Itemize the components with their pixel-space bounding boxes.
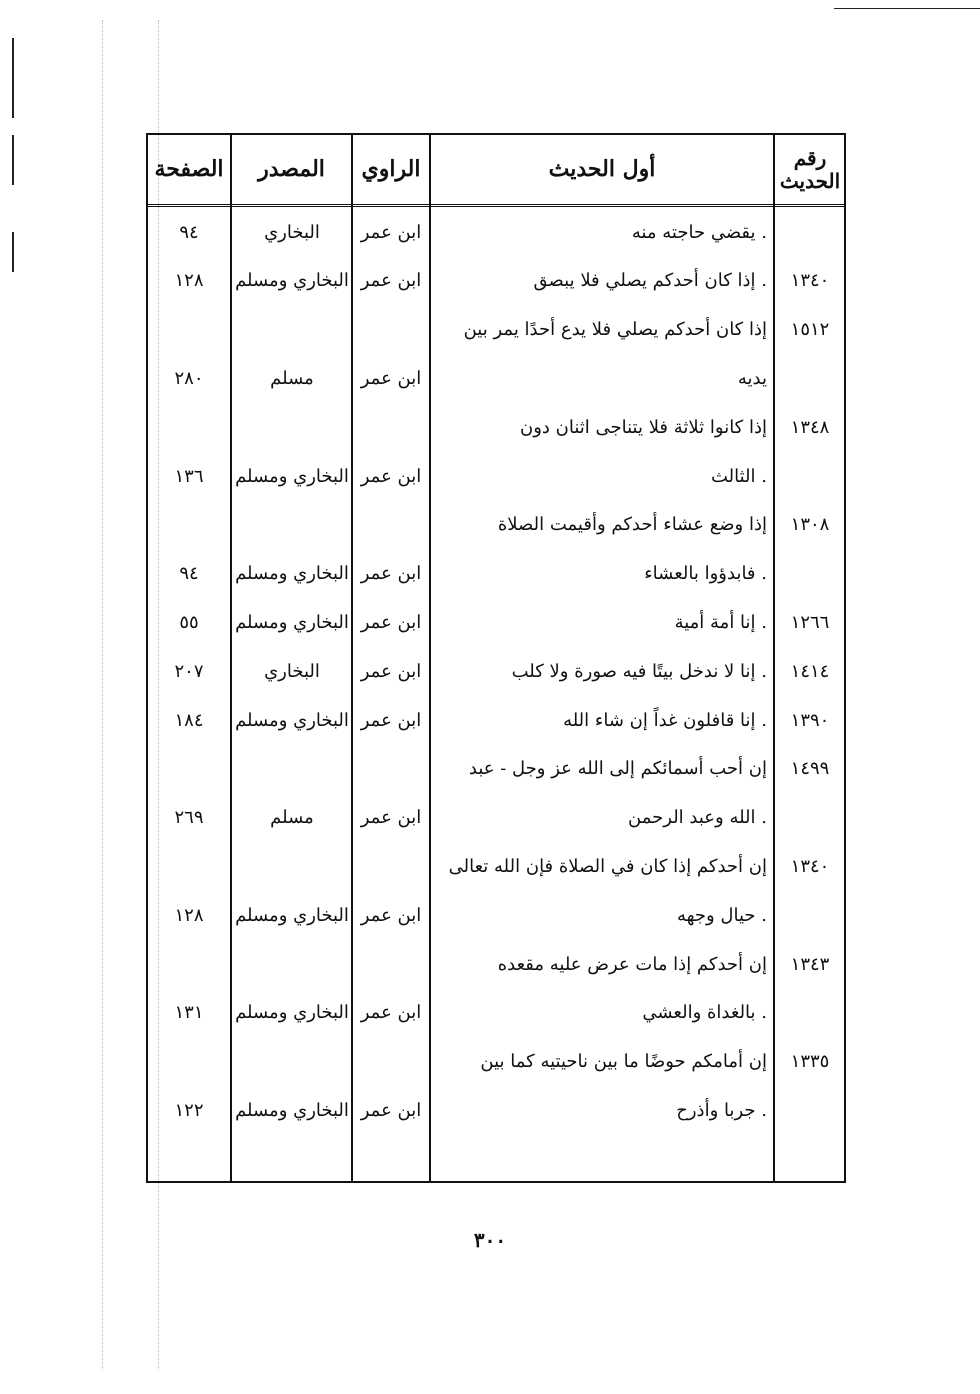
header-separator (148, 204, 844, 207)
hadith-text-cell: إن أحب أسمائكم إلى الله عز وجل - عبد (468, 758, 767, 780)
scan-mark-left-2 (12, 135, 14, 185)
table-row (148, 403, 844, 451)
narrator-cell (353, 1038, 429, 1086)
page-cell: ١٣٦ (174, 465, 204, 487)
hadith-number-cell (775, 989, 845, 1037)
narrator-cell (353, 306, 429, 354)
table-row (148, 745, 844, 793)
narrator-cell (353, 745, 429, 793)
source-cell: البخاري ومسلم (235, 709, 349, 731)
hadith-number-cell: ١٤١٤ (790, 660, 830, 682)
hadith-text-cell: فابدؤوا بالعشاء . (644, 563, 767, 585)
hadith-number-cell (775, 452, 845, 500)
hadith-text-cell: الله وعبد الرحمن . (628, 807, 767, 829)
table-row (148, 598, 844, 646)
source-cell: البخاري (264, 221, 320, 243)
narrator-cell: ابن عمر (360, 270, 422, 292)
source-cell: البخاري ومسلم (235, 1099, 349, 1121)
narrator-cell: ابن عمر (360, 1002, 422, 1024)
hadith-number-cell (775, 354, 845, 402)
hadith-text-cell: إن أحدكم إذا كان في الصلاة فإن الله تعالى (448, 855, 767, 877)
hadith-text-cell: الثالث . (710, 465, 767, 487)
hadith-text-cell: إنا أمة أمية . (674, 611, 767, 633)
table-row (148, 452, 844, 500)
hadith-number-cell: ١٣٤٠ (790, 855, 830, 877)
page-number: ٣٠٠ (473, 1228, 507, 1252)
table-row (148, 354, 844, 402)
source-cell (232, 842, 352, 890)
hadith-number-cell (775, 794, 845, 842)
page-cell (148, 1038, 230, 1086)
source-cell: البخاري ومسلم (235, 563, 349, 585)
table-row (148, 842, 844, 890)
narrator-cell: ابن عمر (360, 904, 422, 926)
source-cell: مسلم (270, 807, 314, 829)
table-row (148, 501, 844, 549)
hadith-text-cell: بالغداة والعشي . (642, 1002, 767, 1024)
table-row (148, 306, 844, 354)
table-row (148, 1086, 844, 1134)
source-cell: مسلم (270, 367, 314, 389)
hadith-text-cell: جربا وأذرح . (676, 1099, 767, 1121)
hadith-text-cell: إنا قافلون غداً إن شاء الله . (563, 709, 767, 731)
table-row (148, 940, 844, 988)
narrator-cell (353, 501, 429, 549)
page-cell: ١٣١ (174, 1002, 204, 1024)
narrator-cell: ابن عمر (360, 563, 422, 585)
source-cell: البخاري (264, 660, 320, 682)
header-narrator: الراوي (361, 155, 421, 182)
hadith-number-cell (775, 891, 845, 939)
hadith-text-cell: يقضي حاجته منه . (631, 221, 767, 243)
page-cell: ١٢٨ (174, 904, 204, 926)
page-cell (148, 940, 230, 988)
header-source: المصدر (258, 155, 325, 182)
page-cell: ٢٦٩ (174, 807, 204, 829)
source-cell: البخاري ومسلم (235, 465, 349, 487)
page-cell (148, 842, 230, 890)
source-cell (232, 1038, 352, 1086)
page-cell (148, 403, 230, 451)
page-cell: ١٨٤ (174, 709, 204, 731)
source-cell (232, 940, 352, 988)
hadith-text-cell: إن أحدكم إذا مات عرض عليه مقعده (497, 953, 767, 975)
source-cell: البخاري ومسلم (235, 904, 349, 926)
page-cell (148, 501, 230, 549)
hadith-number-cell: ١٣٩٠ (790, 709, 830, 731)
header-hadith-number: رقم الحديث (779, 145, 841, 193)
hadith-number-cell (775, 208, 845, 256)
source-cell (232, 403, 352, 451)
narrator-cell: ابن عمر (360, 709, 422, 731)
narrator-cell: ابن عمر (360, 611, 422, 633)
narrator-cell: ابن عمر (360, 660, 422, 682)
hadith-text-cell: إذا كان أحدكم يصلي فلا يبصق . (533, 270, 767, 292)
page-cell: ٩٤ (179, 563, 199, 585)
hadith-number-cell: ١٢٦٦ (790, 611, 830, 633)
page-cell: ١٢٢ (174, 1099, 204, 1121)
narrator-cell: ابن عمر (360, 367, 422, 389)
page-cell: ١٢٨ (174, 270, 204, 292)
table-row (148, 696, 844, 744)
source-cell (232, 745, 352, 793)
scan-mark-left-3 (12, 232, 14, 272)
narrator-cell: ابن عمر (360, 1099, 422, 1121)
header-page: الصفحة (154, 155, 224, 182)
source-cell (232, 306, 352, 354)
hadith-number-cell: ١٣٤٨ (790, 416, 830, 438)
page-cell: ٢٨٠ (174, 367, 204, 389)
table-row (148, 989, 844, 1037)
hadith-text-cell: إذا كان أحدكم يصلي فلا يدع أحدًا يمر بين (463, 319, 767, 341)
page-cell (148, 745, 230, 793)
narrator-cell (353, 403, 429, 451)
source-cell: البخاري ومسلم (235, 1002, 349, 1024)
header-hadith-start: أول الحديث (548, 155, 656, 182)
hadith-number-cell (775, 550, 845, 598)
narrator-cell: ابن عمر (360, 807, 422, 829)
source-cell: البخاري ومسلم (235, 270, 349, 292)
hadith-number-cell (775, 1086, 845, 1134)
scan-mark-left-1 (12, 38, 14, 118)
hadith-text-cell: حيال وجهه . (676, 904, 767, 926)
narrator-cell (353, 940, 429, 988)
hadith-text-cell: إذا وضع عشاء أحدكم وأقيمت الصلاة (497, 514, 767, 536)
hadith-number-cell: ١٣٤٠ (790, 270, 830, 292)
table-row (148, 891, 844, 939)
table-row (148, 257, 844, 305)
hadith-text-cell: يديه (737, 367, 767, 389)
narrator-cell (353, 842, 429, 890)
page-cell: ٩٤ (179, 221, 199, 243)
hadith-text-cell: إن أمامكم حوضًا ما بين ناحيتيه كما بين (480, 1051, 767, 1073)
narrator-cell: ابن عمر (360, 221, 422, 243)
page-cell: ٥٥ (179, 611, 199, 633)
hadith-number-cell: ١٣٤٣ (790, 953, 830, 975)
table-row (148, 794, 844, 842)
hadith-index-table (146, 133, 846, 1183)
scan-noise-dots (102, 20, 103, 1370)
hadith-text-cell: إذا كانوا ثلاثة فلا يتناجى اثنان دون (519, 416, 767, 438)
table-row (148, 647, 844, 695)
table-row (148, 208, 844, 256)
narrator-cell: ابن عمر (360, 465, 422, 487)
hadith-number-cell: ١٣٠٨ (790, 514, 830, 536)
table-row (148, 1038, 844, 1086)
source-cell (232, 501, 352, 549)
source-cell: البخاري ومسلم (235, 611, 349, 633)
scan-mark-top-right (834, 8, 980, 9)
hadith-number-cell: ١٥١٢ (790, 319, 830, 341)
hadith-text-cell: إنا لا ندخل بيتًا فيه صورة ولا كلب . (511, 660, 767, 682)
table-row (148, 550, 844, 598)
hadith-number-cell: ١٣٣٥ (790, 1051, 830, 1073)
page-cell: ٢٠٧ (174, 660, 204, 682)
hadith-number-cell: ١٤٩٩ (790, 758, 830, 780)
page-cell (148, 306, 230, 354)
